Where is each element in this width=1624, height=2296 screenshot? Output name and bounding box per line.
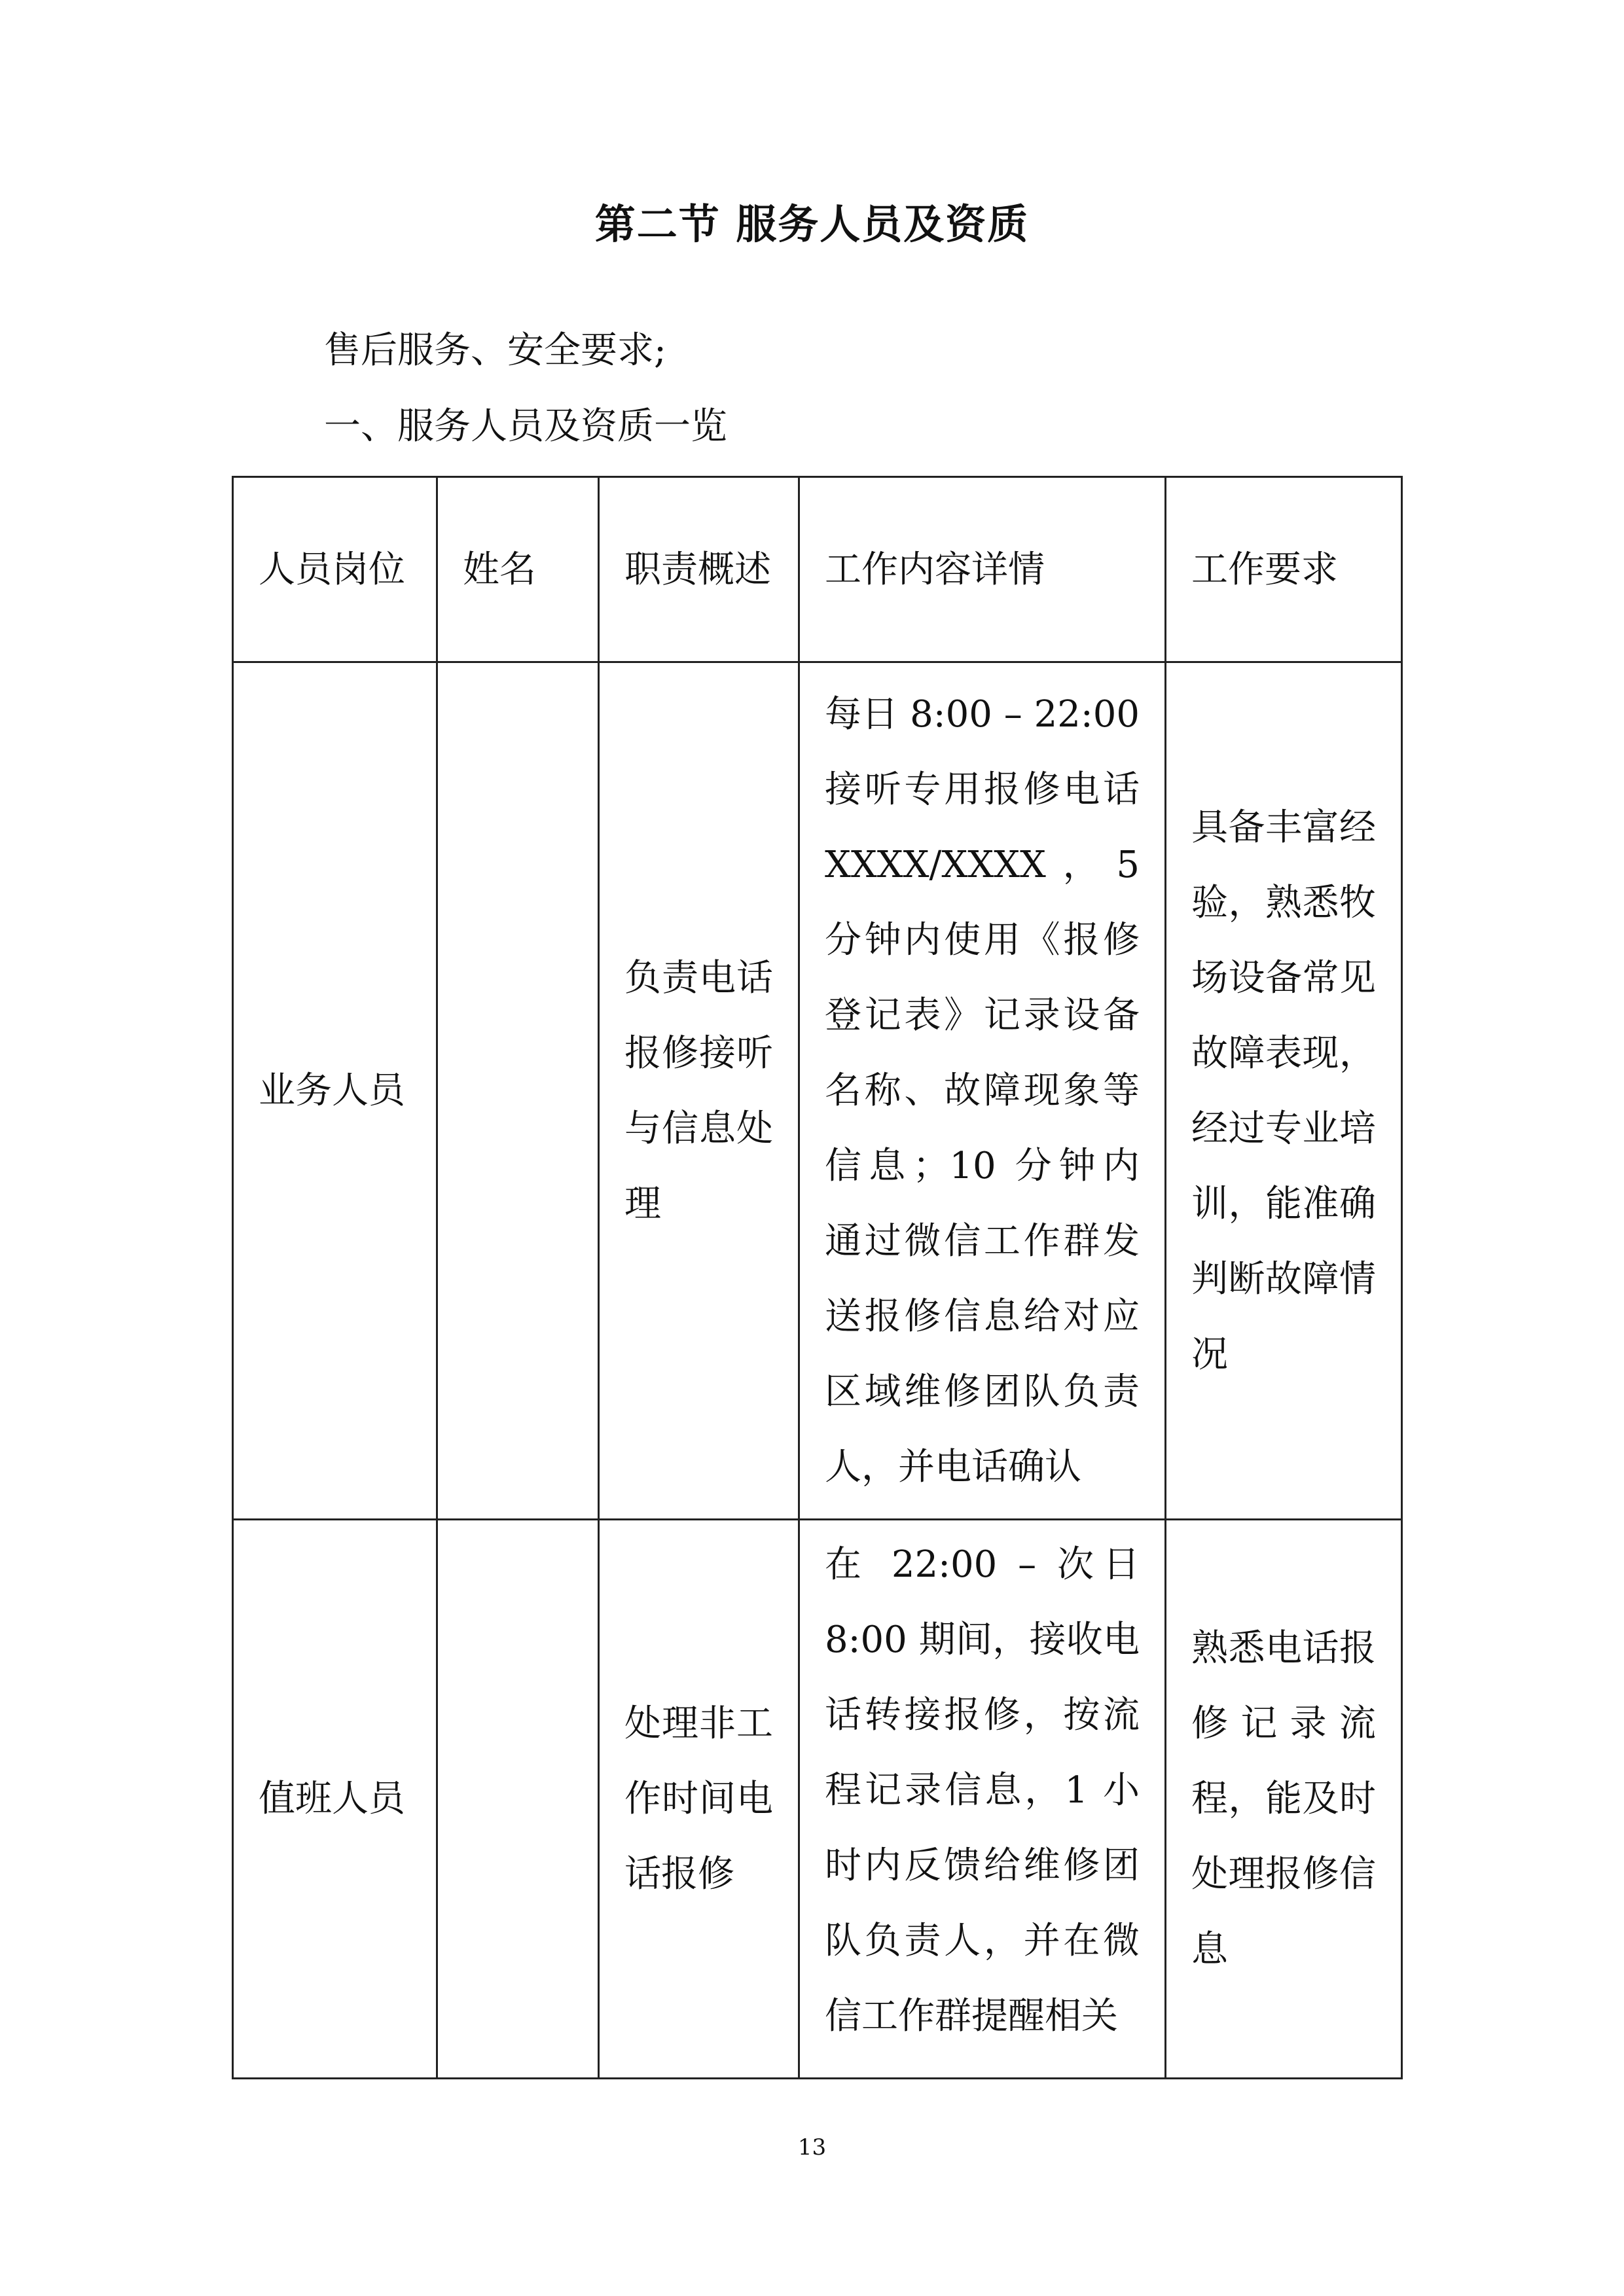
header-duty: 职责概述 bbox=[599, 477, 799, 662]
cell-name bbox=[437, 1520, 599, 2079]
cell-duty: 负责电话报修接听与信息处理 bbox=[599, 662, 799, 1520]
table-row bbox=[233, 662, 1402, 1520]
cell-details: 在 22:00 – 次日 8:00 期间，接收电话转接报修，按流程记录信息，1 小时内反馈给维修团队负责人，并在微信工作群提醒相关 bbox=[799, 1520, 1166, 2079]
page-number: 13 bbox=[797, 2134, 827, 2161]
cell-requirements: 熟悉电话报修记录流程，能及时处理报修信息 bbox=[1166, 1520, 1402, 2079]
cell-details: 每日 8:00 – 22:00 接听专用报修电话 XXXX/XXXX，5 分钟内使用《报修登记表》记录设备名称、故障现象等信息；10 分钟内通过微信工作群发送报修信息给对应区域维修团队负责人，并电话确认 bbox=[799, 662, 1166, 1520]
header-name: 姓名 bbox=[437, 477, 599, 662]
table-header-row bbox=[233, 477, 1402, 662]
header-position: 人员岗位 bbox=[233, 477, 437, 662]
table-row bbox=[233, 1520, 1402, 2079]
staff-qualification-table bbox=[232, 476, 1403, 2079]
subheading: 一、服务人员及资质一览 bbox=[324, 405, 727, 448]
header-requirements: 工作要求 bbox=[1166, 477, 1402, 662]
cell-position: 业务人员 bbox=[233, 662, 437, 1520]
header-details: 工作内容详情 bbox=[799, 477, 1166, 662]
cell-position: 值班人员 bbox=[233, 1520, 437, 2079]
cell-requirements: 具备丰富经验，熟悉牧场设备常见故障表现，经过专业培训，能准确判断故障情况 bbox=[1166, 662, 1402, 1520]
intro-line: 售后服务、安全要求; bbox=[324, 329, 666, 372]
section-title: 第二节 服务人员及资质 bbox=[594, 200, 1030, 248]
cell-duty: 处理非工作时间电话报修 bbox=[599, 1520, 799, 2079]
cell-name bbox=[437, 662, 599, 1520]
